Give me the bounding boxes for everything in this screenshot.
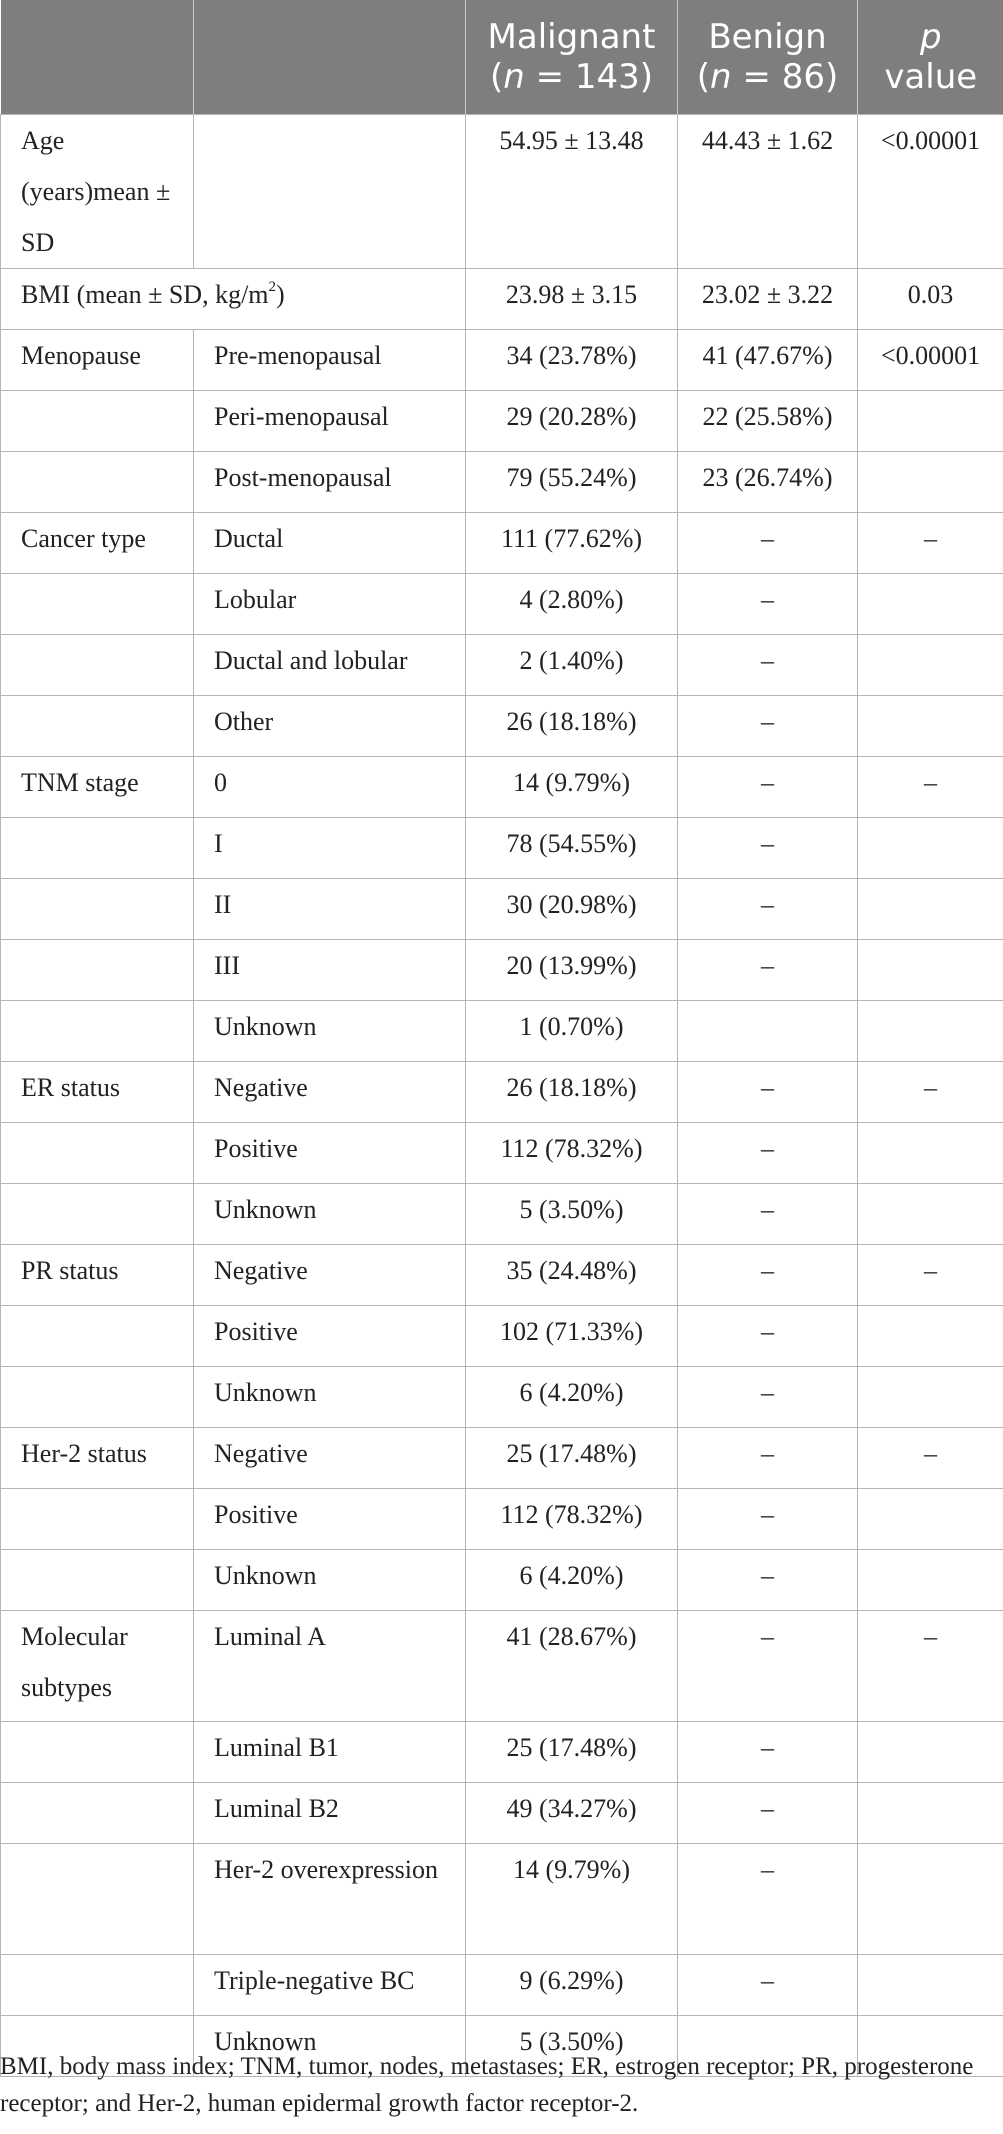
row-label xyxy=(1,695,194,756)
benign-cell: – xyxy=(678,1305,858,1366)
row-label xyxy=(1,878,194,939)
malignant-cell: 29 (20.28%) xyxy=(466,390,678,451)
row-label xyxy=(1,1843,194,1954)
p-value-cell xyxy=(858,390,1003,451)
row-sublabel: Positive xyxy=(194,1122,466,1183)
malignant-cell: 102 (71.33%) xyxy=(466,1305,678,1366)
row-label xyxy=(1,451,194,512)
row-sublabel: Negative xyxy=(194,1061,466,1122)
row-label: BMI (mean ± SD, $kg/m^2$) xyxy=(1,268,466,329)
malignant-cell: 54.95 ± 13.48 xyxy=(466,114,678,268)
malignant-cell: 112 (78.32%) xyxy=(466,1488,678,1549)
malignant-cell: 14 (9.79%) xyxy=(466,756,678,817)
p-value-cell xyxy=(858,1954,1003,2015)
p-value-cell xyxy=(858,695,1003,756)
row-sublabel: Negative xyxy=(194,1244,466,1305)
row-label xyxy=(1,1954,194,2015)
p-value-cell xyxy=(858,1843,1003,1954)
benign-cell: 23 (26.74%) xyxy=(678,451,858,512)
benign-cell: – xyxy=(678,695,858,756)
malignant-cell: 6 (4.20%) xyxy=(466,1366,678,1427)
malignant-cell: 14 (9.79%) xyxy=(466,1843,678,1954)
row-label: ER status xyxy=(1,1061,194,1122)
table-row xyxy=(1,1549,1003,1610)
table-row xyxy=(1,268,1003,329)
table-row xyxy=(1,390,1003,451)
table-row xyxy=(1,878,1003,939)
row-label xyxy=(1,1366,194,1427)
row-label: Menopause xyxy=(1,329,194,390)
table-row xyxy=(1,512,1003,573)
row-label xyxy=(1,1122,194,1183)
row-sublabel: Lobular xyxy=(194,573,466,634)
table-row xyxy=(1,1488,1003,1549)
p-value-cell: – xyxy=(858,756,1003,817)
p-value-cell xyxy=(858,939,1003,1000)
row-label xyxy=(1,1305,194,1366)
p-value-cell xyxy=(858,1782,1003,1843)
malignant-cell: 20 (13.99%) xyxy=(466,939,678,1000)
p-value-cell xyxy=(858,573,1003,634)
p-value-cell xyxy=(858,817,1003,878)
benign-cell: – xyxy=(678,1122,858,1183)
p-value-cell: <0.00001 xyxy=(858,329,1003,390)
p-value-cell: 0.03 xyxy=(858,268,1003,329)
benign-cell: 23.02 ± 3.22 xyxy=(678,268,858,329)
table-row xyxy=(1,1305,1003,1366)
malignant-cell: 23.98 ± 3.15 xyxy=(466,268,678,329)
benign-cell xyxy=(678,1000,858,1061)
row-sublabel: Other xyxy=(194,695,466,756)
p-value-cell xyxy=(858,878,1003,939)
table-row xyxy=(1,1183,1003,1244)
row-label xyxy=(1,1721,194,1782)
row-label xyxy=(1,1000,194,1061)
row-sublabel: Unknown xyxy=(194,1549,466,1610)
p-value-cell xyxy=(858,1366,1003,1427)
malignant-cell: 79 (55.24%) xyxy=(466,451,678,512)
table-row xyxy=(1,939,1003,1000)
header-row xyxy=(1,0,1003,114)
benign-cell: – xyxy=(678,756,858,817)
row-sublabel: Negative xyxy=(194,1427,466,1488)
header-p-value: p value xyxy=(858,0,1003,114)
table-row xyxy=(1,695,1003,756)
table-row xyxy=(1,1122,1003,1183)
malignant-cell: 111 (77.62%) xyxy=(466,512,678,573)
malignant-cell: 5 (3.50%) xyxy=(466,1183,678,1244)
row-label: Molecular subtypes xyxy=(1,1610,194,1721)
benign-cell: – xyxy=(678,1843,858,1954)
table-row xyxy=(1,573,1003,634)
row-label xyxy=(1,1549,194,1610)
header-benign: Benign (n = 86) xyxy=(678,0,858,114)
benign-cell: – xyxy=(678,1549,858,1610)
p-value-cell xyxy=(858,1122,1003,1183)
row-sublabel: Unknown xyxy=(194,2015,466,2076)
malignant-cell: 1 (0.70%) xyxy=(466,1000,678,1061)
row-label xyxy=(1,634,194,695)
table-row xyxy=(1,1954,1003,2015)
p-value-cell: – xyxy=(858,1610,1003,1721)
p-value-cell xyxy=(858,634,1003,695)
malignant-cell: 5 (3.50%) xyxy=(466,2015,678,2076)
table-row xyxy=(1,329,1003,390)
table-row xyxy=(1,1366,1003,1427)
benign-cell: – xyxy=(678,1488,858,1549)
malignant-cell: 6 (4.20%) xyxy=(466,1549,678,1610)
row-sublabel: Luminal B2 xyxy=(194,1782,466,1843)
row-sublabel: Unknown xyxy=(194,1366,466,1427)
malignant-cell: 9 (6.29%) xyxy=(466,1954,678,2015)
row-label: Her-2 status xyxy=(1,1427,194,1488)
p-value-cell: – xyxy=(858,512,1003,573)
benign-cell: – xyxy=(678,1610,858,1721)
malignant-cell: 4 (2.80%) xyxy=(466,573,678,634)
benign-cell: – xyxy=(678,939,858,1000)
p-value-cell xyxy=(858,1183,1003,1244)
benign-cell: – xyxy=(678,1427,858,1488)
p-value-cell: <0.00001 xyxy=(858,114,1003,268)
benign-cell: – xyxy=(678,1954,858,2015)
malignant-cell: 78 (54.55%) xyxy=(466,817,678,878)
malignant-cell: 35 (24.48%) xyxy=(466,1244,678,1305)
row-sublabel: Pre-menopausal xyxy=(194,329,466,390)
row-label xyxy=(1,817,194,878)
table-row xyxy=(1,817,1003,878)
benign-cell: – xyxy=(678,1244,858,1305)
row-sublabel: Peri-menopausal xyxy=(194,390,466,451)
p-value-cell: – xyxy=(858,1427,1003,1488)
p-value-cell: – xyxy=(858,1244,1003,1305)
table-row xyxy=(1,756,1003,817)
malignant-cell: 112 (78.32%) xyxy=(466,1122,678,1183)
table-row xyxy=(1,1782,1003,1843)
table-row xyxy=(1,114,1003,268)
table-row xyxy=(1,1721,1003,1782)
row-sublabel: II xyxy=(194,878,466,939)
row-label xyxy=(1,390,194,451)
p-value-cell xyxy=(858,1488,1003,1549)
p-value-cell xyxy=(858,1721,1003,1782)
row-sublabel: Luminal B1 xyxy=(194,1721,466,1782)
row-label: PR status xyxy=(1,1244,194,1305)
row-sublabel: Ductal xyxy=(194,512,466,573)
row-sublabel: Luminal A xyxy=(194,1610,466,1721)
row-sublabel: Ductal and lobular xyxy=(194,634,466,695)
benign-cell: – xyxy=(678,1061,858,1122)
header-blank-2 xyxy=(194,0,466,114)
p-value-cell xyxy=(858,1000,1003,1061)
row-sublabel: I xyxy=(194,817,466,878)
row-sublabel: Post-menopausal xyxy=(194,451,466,512)
benign-cell: 41 (47.67%) xyxy=(678,329,858,390)
benign-cell: – xyxy=(678,634,858,695)
benign-cell: – xyxy=(678,1721,858,1782)
table-footnote: BMI, body mass index; TNM, tumor, nodes, metastases; ER, estrogen receptor; PR, progesterone receptor; and Her-2, human epidermal growth factor receptor-2. xyxy=(0,2053,974,2117)
row-sublabel xyxy=(194,114,466,268)
malignant-cell: 49 (34.27%) xyxy=(466,1782,678,1843)
benign-cell: – xyxy=(678,573,858,634)
row-label xyxy=(1,939,194,1000)
table-row xyxy=(1,451,1003,512)
malignant-cell: 26 (18.18%) xyxy=(466,1061,678,1122)
row-sublabel: Unknown xyxy=(194,1183,466,1244)
row-label xyxy=(1,573,194,634)
header-malignant: Malignant (n = 143) xyxy=(466,0,678,114)
malignant-cell: 25 (17.48%) xyxy=(466,1721,678,1782)
table-row xyxy=(1,634,1003,695)
table-row xyxy=(1,1427,1003,1488)
p-value-cell: – xyxy=(858,1061,1003,1122)
table-row xyxy=(1,1244,1003,1305)
row-label xyxy=(1,1183,194,1244)
row-label: Age (years)mean ± SD xyxy=(1,114,194,268)
benign-cell: – xyxy=(678,1782,858,1843)
p-value-cell xyxy=(858,1549,1003,1610)
p-value-cell xyxy=(858,1305,1003,1366)
benign-cell: – xyxy=(678,1183,858,1244)
benign-cell: – xyxy=(678,878,858,939)
row-sublabel: Positive xyxy=(194,1305,466,1366)
table-row xyxy=(1,1061,1003,1122)
malignant-cell: 25 (17.48%) xyxy=(466,1427,678,1488)
header-blank-1 xyxy=(1,0,194,114)
row-label xyxy=(1,1488,194,1549)
p-value-cell xyxy=(858,451,1003,512)
malignant-cell: 34 (23.78%) xyxy=(466,329,678,390)
table-row xyxy=(1,1000,1003,1061)
benign-cell: – xyxy=(678,512,858,573)
row-sublabel: 0 xyxy=(194,756,466,817)
row-label: TNM stage xyxy=(1,756,194,817)
malignant-cell: 30 (20.98%) xyxy=(466,878,678,939)
benign-cell: – xyxy=(678,1366,858,1427)
row-label xyxy=(1,1782,194,1843)
row-sublabel: Unknown xyxy=(194,1000,466,1061)
row-sublabel: Her-2 overexpression xyxy=(194,1843,466,1954)
row-sublabel: Triple-negative BC xyxy=(194,1954,466,2015)
benign-cell: 22 (25.58%) xyxy=(678,390,858,451)
table-row xyxy=(1,1610,1003,1721)
benign-cell: – xyxy=(678,817,858,878)
row-sublabel: III xyxy=(194,939,466,1000)
table-row xyxy=(1,1843,1003,1954)
malignant-cell: 26 (18.18%) xyxy=(466,695,678,756)
malignant-cell: 2 (1.40%) xyxy=(466,634,678,695)
row-sublabel: Positive xyxy=(194,1488,466,1549)
benign-cell: 44.43 ± 1.62 xyxy=(678,114,858,268)
malignant-cell: 41 (28.67%) xyxy=(466,1610,678,1721)
row-label: Cancer type xyxy=(1,512,194,573)
